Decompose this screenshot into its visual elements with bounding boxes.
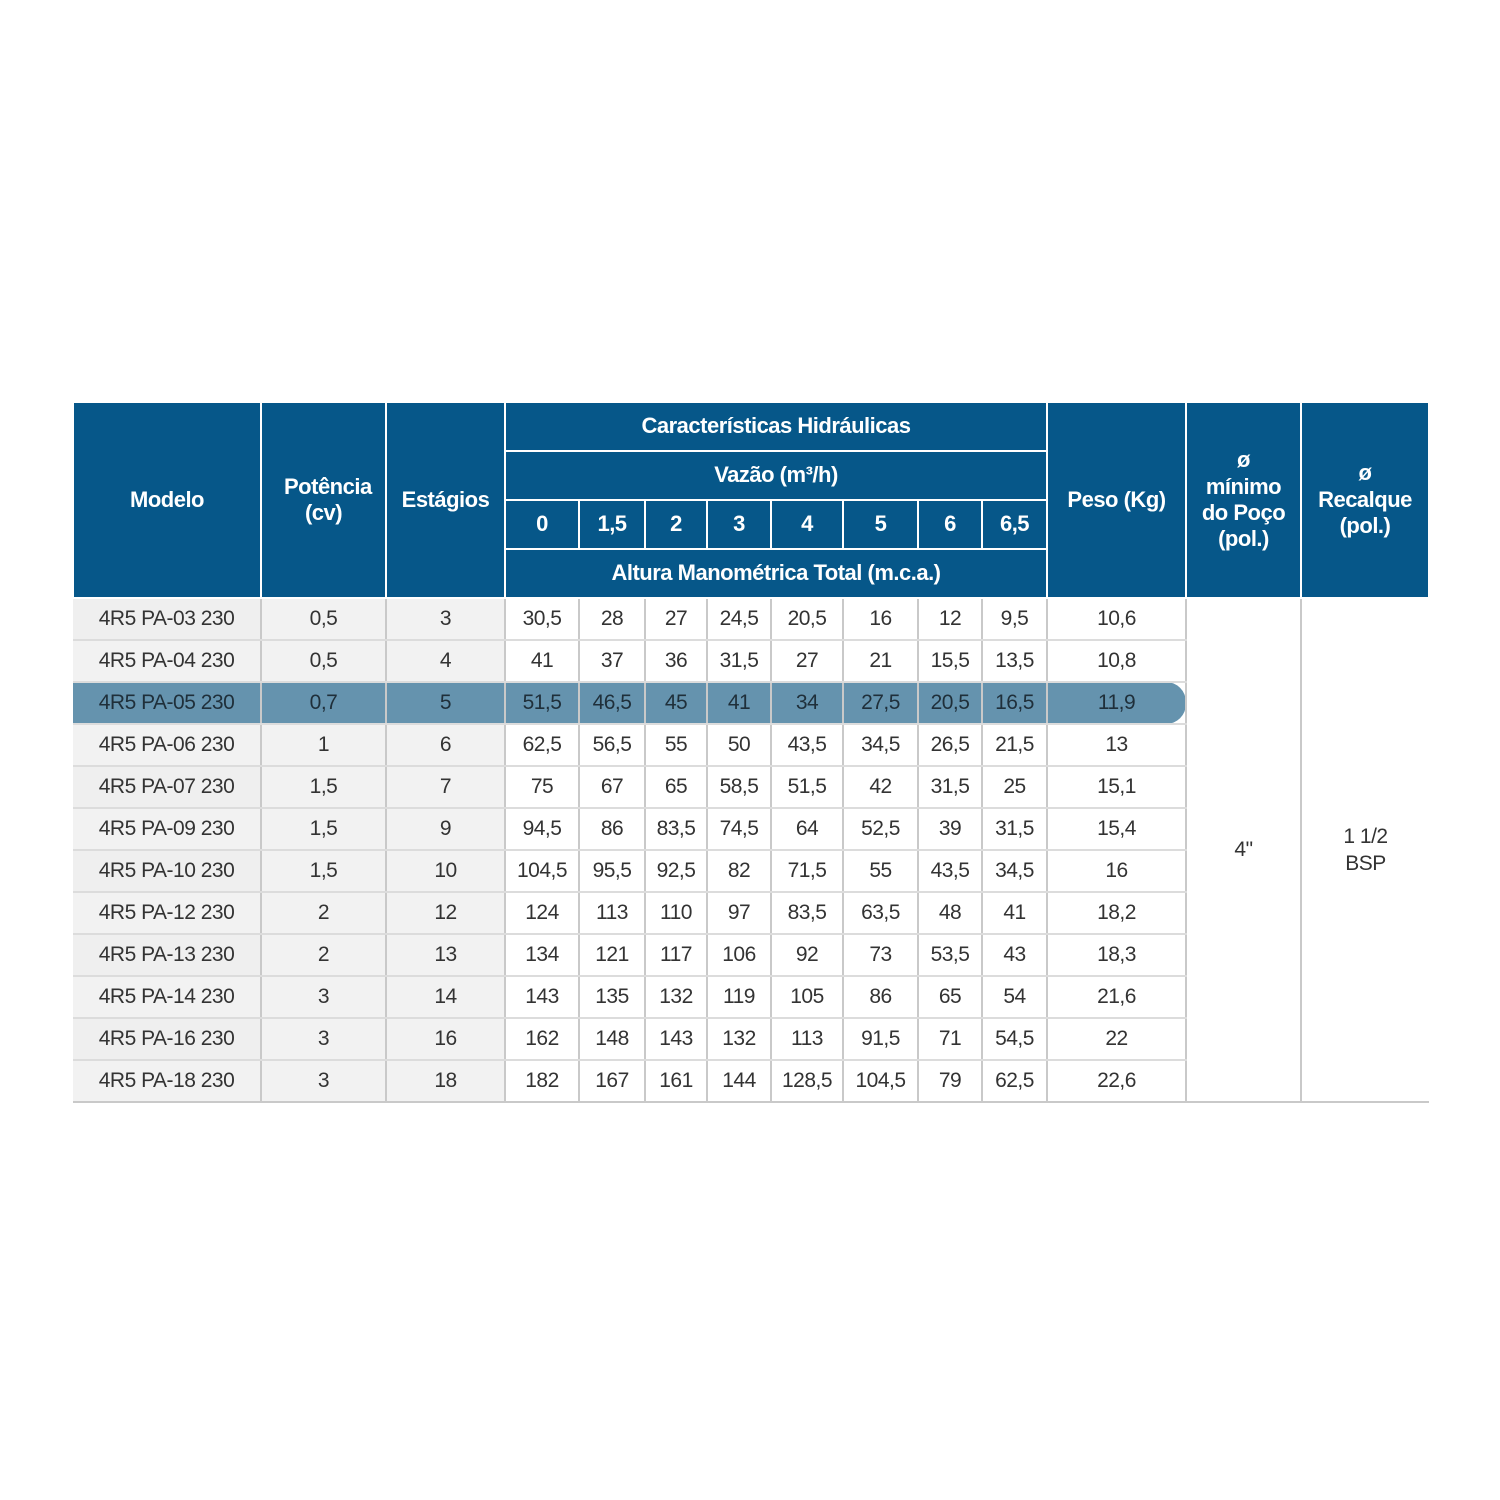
- cell-altura: 13,5: [982, 640, 1047, 682]
- cell-potencia: 1,5: [261, 766, 386, 808]
- cell-modelo: 4R5 PA-06 230: [73, 724, 261, 766]
- cell-modelo: 4R5 PA-14 230: [73, 976, 261, 1018]
- cell-peso: 10,8: [1047, 640, 1186, 682]
- cell-altura: 71: [918, 1018, 982, 1060]
- cell-altura: 95,5: [579, 850, 645, 892]
- header-poco: ø mínimo do Poço (pol.): [1186, 402, 1301, 598]
- cell-altura: 58,5: [707, 766, 771, 808]
- cell-altura: 86: [579, 808, 645, 850]
- cell-altura: 182: [505, 1060, 579, 1102]
- cell-altura: 117: [645, 934, 707, 976]
- cell-altura: 51,5: [505, 682, 579, 724]
- cell-altura: 21: [843, 640, 918, 682]
- header-caracteristicas: Características Hidráulicas: [505, 402, 1047, 451]
- cell-altura: 24,5: [707, 598, 771, 640]
- cell-modelo: 4R5 PA-03 230: [73, 598, 261, 640]
- cell-altura: 43,5: [918, 850, 982, 892]
- cell-estagios: 13: [386, 934, 505, 976]
- cell-altura: 52,5: [843, 808, 918, 850]
- cell-altura: 161: [645, 1060, 707, 1102]
- cell-peso: 18,2: [1047, 892, 1186, 934]
- cell-altura: 86: [843, 976, 918, 1018]
- cell-estagios: 18: [386, 1060, 505, 1102]
- cell-altura: 34,5: [843, 724, 918, 766]
- table-body: [73, 598, 1429, 1102]
- cell-altura: 15,5: [918, 640, 982, 682]
- cell-potencia: 3: [261, 1018, 386, 1060]
- cell-modelo: 4R5 PA-10 230: [73, 850, 261, 892]
- cell-peso: 10,6: [1047, 598, 1186, 640]
- cell-altura: 26,5: [918, 724, 982, 766]
- header-flow-value: 1,5: [579, 500, 645, 549]
- cell-altura: 113: [579, 892, 645, 934]
- cell-estagios: 9: [386, 808, 505, 850]
- cell-estagios: 3: [386, 598, 505, 640]
- cell-peso: 15,1: [1047, 766, 1186, 808]
- cell-altura: 48: [918, 892, 982, 934]
- cell-altura: 119: [707, 976, 771, 1018]
- cell-altura: 45: [645, 682, 707, 724]
- cell-altura: 34,5: [982, 850, 1047, 892]
- cell-altura: 105: [771, 976, 843, 1018]
- header-modelo: Modelo: [73, 402, 261, 598]
- cell-altura: 63,5: [843, 892, 918, 934]
- cell-peso: 16: [1047, 850, 1186, 892]
- cell-modelo: 4R5 PA-07 230: [73, 766, 261, 808]
- cell-altura: 94,5: [505, 808, 579, 850]
- cell-modelo: 4R5 PA-16 230: [73, 1018, 261, 1060]
- cell-peso: 18,3: [1047, 934, 1186, 976]
- cell-altura: 104,5: [843, 1060, 918, 1102]
- cell-altura: 92: [771, 934, 843, 976]
- cell-altura: 34: [771, 682, 843, 724]
- header-peso: Peso (Kg): [1047, 402, 1186, 598]
- cell-altura: 54: [982, 976, 1047, 1018]
- cell-estagios: 4: [386, 640, 505, 682]
- cell-altura: 144: [707, 1060, 771, 1102]
- cell-potencia: 0,5: [261, 598, 386, 640]
- pump-spec-table-wrapper: [72, 401, 1428, 1103]
- cell-potencia: 3: [261, 976, 386, 1018]
- cell-altura: 62,5: [505, 724, 579, 766]
- cell-altura: 55: [645, 724, 707, 766]
- cell-poco-merged: 4": [1186, 598, 1301, 1102]
- cell-altura: 148: [579, 1018, 645, 1060]
- cell-altura: 167: [579, 1060, 645, 1102]
- cell-altura: 56,5: [579, 724, 645, 766]
- cell-modelo: 4R5 PA-12 230: [73, 892, 261, 934]
- cell-altura: 43: [982, 934, 1047, 976]
- cell-altura: 27: [771, 640, 843, 682]
- cell-altura: 110: [645, 892, 707, 934]
- cell-altura: 51,5: [771, 766, 843, 808]
- cell-altura: 92,5: [645, 850, 707, 892]
- cell-altura: 65: [918, 976, 982, 1018]
- cell-altura: 143: [645, 1018, 707, 1060]
- cell-altura: 62,5: [982, 1060, 1047, 1102]
- cell-altura: 132: [707, 1018, 771, 1060]
- table-row: [73, 598, 1429, 640]
- cell-altura: 9,5: [982, 598, 1047, 640]
- cell-modelo: 4R5 PA-13 230: [73, 934, 261, 976]
- cell-potencia: 1: [261, 724, 386, 766]
- cell-estagios: 10: [386, 850, 505, 892]
- cell-peso: 13: [1047, 724, 1186, 766]
- cell-altura: 41: [982, 892, 1047, 934]
- cell-altura: 83,5: [645, 808, 707, 850]
- cell-potencia: 1,5: [261, 850, 386, 892]
- cell-altura: 79: [918, 1060, 982, 1102]
- cell-potencia: 0,7: [261, 682, 386, 724]
- cell-altura: 46,5: [579, 682, 645, 724]
- cell-altura: 31,5: [707, 640, 771, 682]
- cell-altura: 134: [505, 934, 579, 976]
- cell-potencia: 2: [261, 934, 386, 976]
- header-altura: Altura Manométrica Total (m.c.a.): [505, 549, 1047, 598]
- cell-altura: 73: [843, 934, 918, 976]
- cell-recalque-merged: [1301, 598, 1429, 1102]
- cell-estagios: 16: [386, 1018, 505, 1060]
- cell-altura: 16,5: [982, 682, 1047, 724]
- cell-potencia: 0,5: [261, 640, 386, 682]
- header-flow-value: 4: [771, 500, 843, 549]
- cell-altura: 121: [579, 934, 645, 976]
- pump-spec-table: [72, 401, 1430, 1103]
- cell-altura: 75: [505, 766, 579, 808]
- cell-altura: 36: [645, 640, 707, 682]
- recalque-line-2: BSP: [1345, 852, 1386, 875]
- cell-altura: 91,5: [843, 1018, 918, 1060]
- table-header: [73, 402, 1429, 598]
- cell-estagios: 12: [386, 892, 505, 934]
- header-estagios: Estágios: [386, 402, 505, 598]
- cell-modelo: 4R5 PA-04 230: [73, 640, 261, 682]
- header-flow-value: 2: [645, 500, 707, 549]
- cell-altura: 50: [707, 724, 771, 766]
- cell-altura: 42: [843, 766, 918, 808]
- cell-altura: 20,5: [918, 682, 982, 724]
- cell-potencia: 2: [261, 892, 386, 934]
- cell-altura: 55: [843, 850, 918, 892]
- cell-altura: 67: [579, 766, 645, 808]
- cell-altura: 27: [645, 598, 707, 640]
- cell-altura: 27,5: [843, 682, 918, 724]
- cell-peso: 11,9: [1047, 682, 1186, 724]
- cell-modelo: 4R5 PA-09 230: [73, 808, 261, 850]
- cell-altura: 135: [579, 976, 645, 1018]
- cell-altura: 65: [645, 766, 707, 808]
- cell-modelo: 4R5 PA-05 230: [73, 682, 261, 724]
- cell-altura: 132: [645, 976, 707, 1018]
- cell-peso: 15,4: [1047, 808, 1186, 850]
- cell-altura: 106: [707, 934, 771, 976]
- cell-altura: 37: [579, 640, 645, 682]
- cell-altura: 97: [707, 892, 771, 934]
- header-flow-value: 0: [505, 500, 579, 549]
- cell-altura: 41: [707, 682, 771, 724]
- cell-estagios: 5: [386, 682, 505, 724]
- cell-altura: 39: [918, 808, 982, 850]
- cell-altura: 30,5: [505, 598, 579, 640]
- recalque-line-1: 1 1/2: [1343, 824, 1388, 848]
- cell-altura: 104,5: [505, 850, 579, 892]
- cell-altura: 31,5: [918, 766, 982, 808]
- cell-altura: 20,5: [771, 598, 843, 640]
- cell-potencia: 1,5: [261, 808, 386, 850]
- cell-altura: 113: [771, 1018, 843, 1060]
- cell-altura: 71,5: [771, 850, 843, 892]
- cell-altura: 25: [982, 766, 1047, 808]
- cell-altura: 74,5: [707, 808, 771, 850]
- header-flow-value: 3: [707, 500, 771, 549]
- cell-altura: 41: [505, 640, 579, 682]
- cell-modelo: 4R5 PA-18 230: [73, 1060, 261, 1102]
- cell-altura: 82: [707, 850, 771, 892]
- header-flow-value: 6,5: [982, 500, 1047, 549]
- cell-potencia: 3: [261, 1060, 386, 1102]
- cell-estagios: 14: [386, 976, 505, 1018]
- cell-altura: 83,5: [771, 892, 843, 934]
- header-flow-value: 6: [918, 500, 982, 549]
- header-flow-value: 5: [843, 500, 918, 549]
- cell-altura: 53,5: [918, 934, 982, 976]
- cell-altura: 124: [505, 892, 579, 934]
- cell-altura: 12: [918, 598, 982, 640]
- cell-altura: 43,5: [771, 724, 843, 766]
- header-vazao: Vazão (m³/h): [505, 451, 1047, 500]
- cell-altura: 128,5: [771, 1060, 843, 1102]
- cell-estagios: 6: [386, 724, 505, 766]
- cell-altura: 143: [505, 976, 579, 1018]
- cell-peso: 22,6: [1047, 1060, 1186, 1102]
- cell-altura: 21,5: [982, 724, 1047, 766]
- cell-altura: 54,5: [982, 1018, 1047, 1060]
- cell-altura: 28: [579, 598, 645, 640]
- cell-estagios: 7: [386, 766, 505, 808]
- cell-altura: 16: [843, 598, 918, 640]
- cell-altura: 162: [505, 1018, 579, 1060]
- cell-peso: 21,6: [1047, 976, 1186, 1018]
- header-recalque: ø Recalque (pol.): [1301, 402, 1429, 598]
- cell-peso: 22: [1047, 1018, 1186, 1060]
- header-potencia: Potência (cv): [261, 402, 386, 598]
- cell-altura: 64: [771, 808, 843, 850]
- cell-altura: 31,5: [982, 808, 1047, 850]
